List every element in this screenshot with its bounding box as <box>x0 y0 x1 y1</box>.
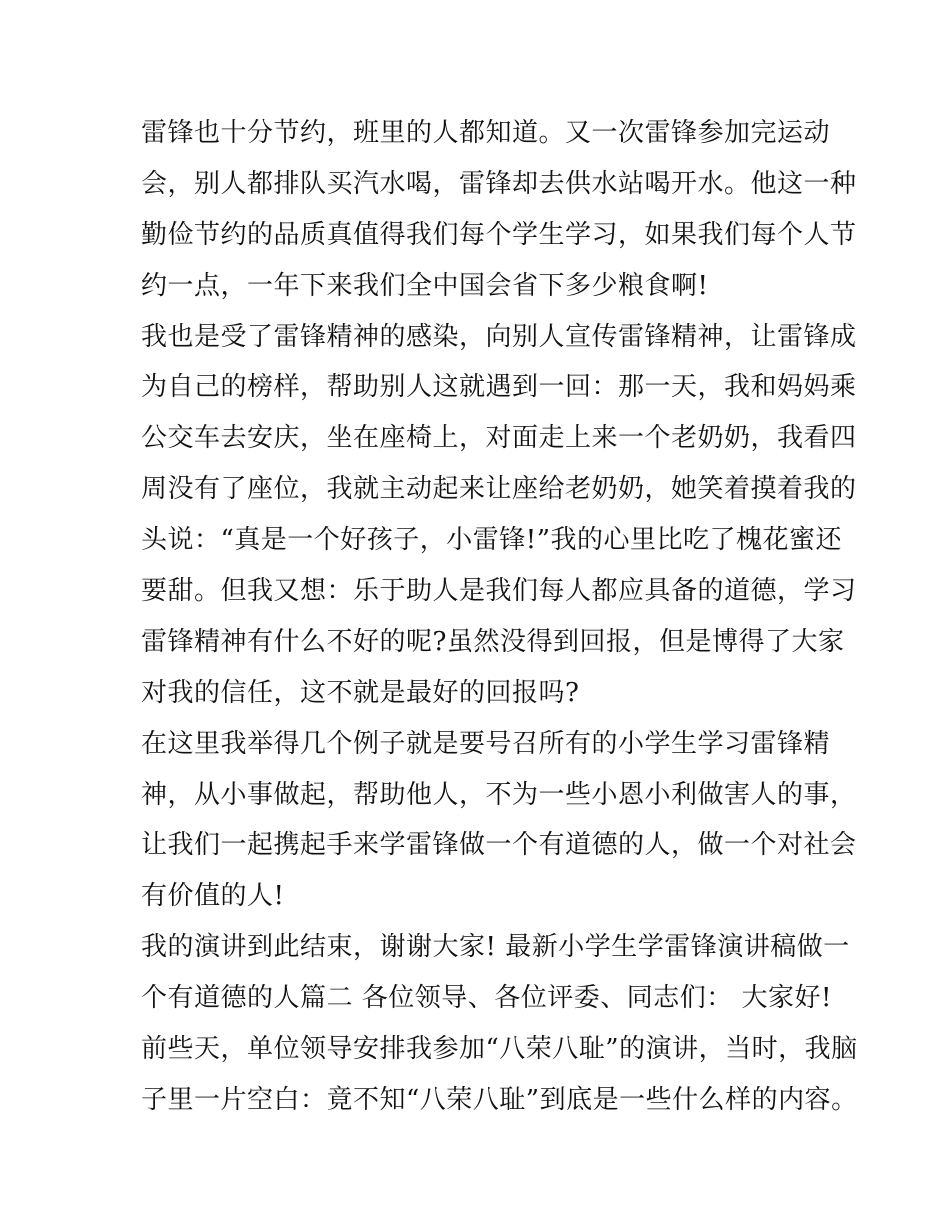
text-line-3: 勤俭节约的品质真值得我们每个学生学习，如果我们每个人节 <box>141 219 857 250</box>
text-line-2: 会，别人都排队买汽水喝，雷锋却去供水站喝开水。他这一种 <box>141 168 857 199</box>
text-line-5: 我也是受了雷锋精神的感染，向别人宣传雷锋精神，让雷锋成 <box>141 321 857 352</box>
text-line-8: 周没有了座位，我就主动起来让座给老奶奶，她笑着摸着我的 <box>141 474 857 505</box>
text-line-10: 要甜。但我又想：乐于助人是我们每人都应具备的道德，学习 <box>141 576 857 607</box>
text-line-7: 公交车去安庆，坐在座椅上，对面走上来一个老奶奶，我看四 <box>141 423 857 454</box>
body-text <box>141 108 858 1126</box>
text-line-1: 雷锋也十分节约，班里的人都知道。又一次雷锋参加完运动 <box>141 118 831 148</box>
text-line-17: 我的演讲到此结束，谢谢大家! 最新小学生学雷锋演讲稿做一 <box>141 932 850 963</box>
text-line-13: 在这里我举得几个例子就是要号召所有的小学生学习雷锋精 <box>141 728 831 759</box>
text-line-9: 头说：“真是一个好孩子，小雷锋!”我的心里比吃了槐花蜜还 <box>141 525 843 556</box>
text-line-20: 子里一片空白：竟不知“八荣八耻”到底是一些什么样的内容。 <box>141 1084 858 1115</box>
text-line-14: 神，从小事做起，帮助他人，不为一些小恩小利做害人的事， <box>141 779 857 810</box>
text-line-18: 个有道德的人篇二 各位领导、各位评委、同志们： 大家好! <box>141 983 832 1014</box>
text-line-16: 有价值的人! <box>141 881 285 912</box>
text-line-15: 让我们一起携起手来学雷锋做一个有道德的人，做一个对社会 <box>141 830 857 861</box>
text-line-11: 雷锋精神有什么不好的呢?虽然没得到回报，但是博得了大家 <box>141 626 845 657</box>
text-line-6: 为自己的榜样，帮助别人这就遇到一回：那一天，我和妈妈乘 <box>141 372 857 403</box>
text-line-12: 对我的信任，这不就是最好的回报吗? <box>141 677 580 708</box>
text-line-19: 前些天，单位领导安排我参加“八荣八耻”的演讲，当时，我脑 <box>141 1034 858 1065</box>
text-line-4: 约一点，一年下来我们全中国会省下多少粮食啊! <box>141 270 709 301</box>
